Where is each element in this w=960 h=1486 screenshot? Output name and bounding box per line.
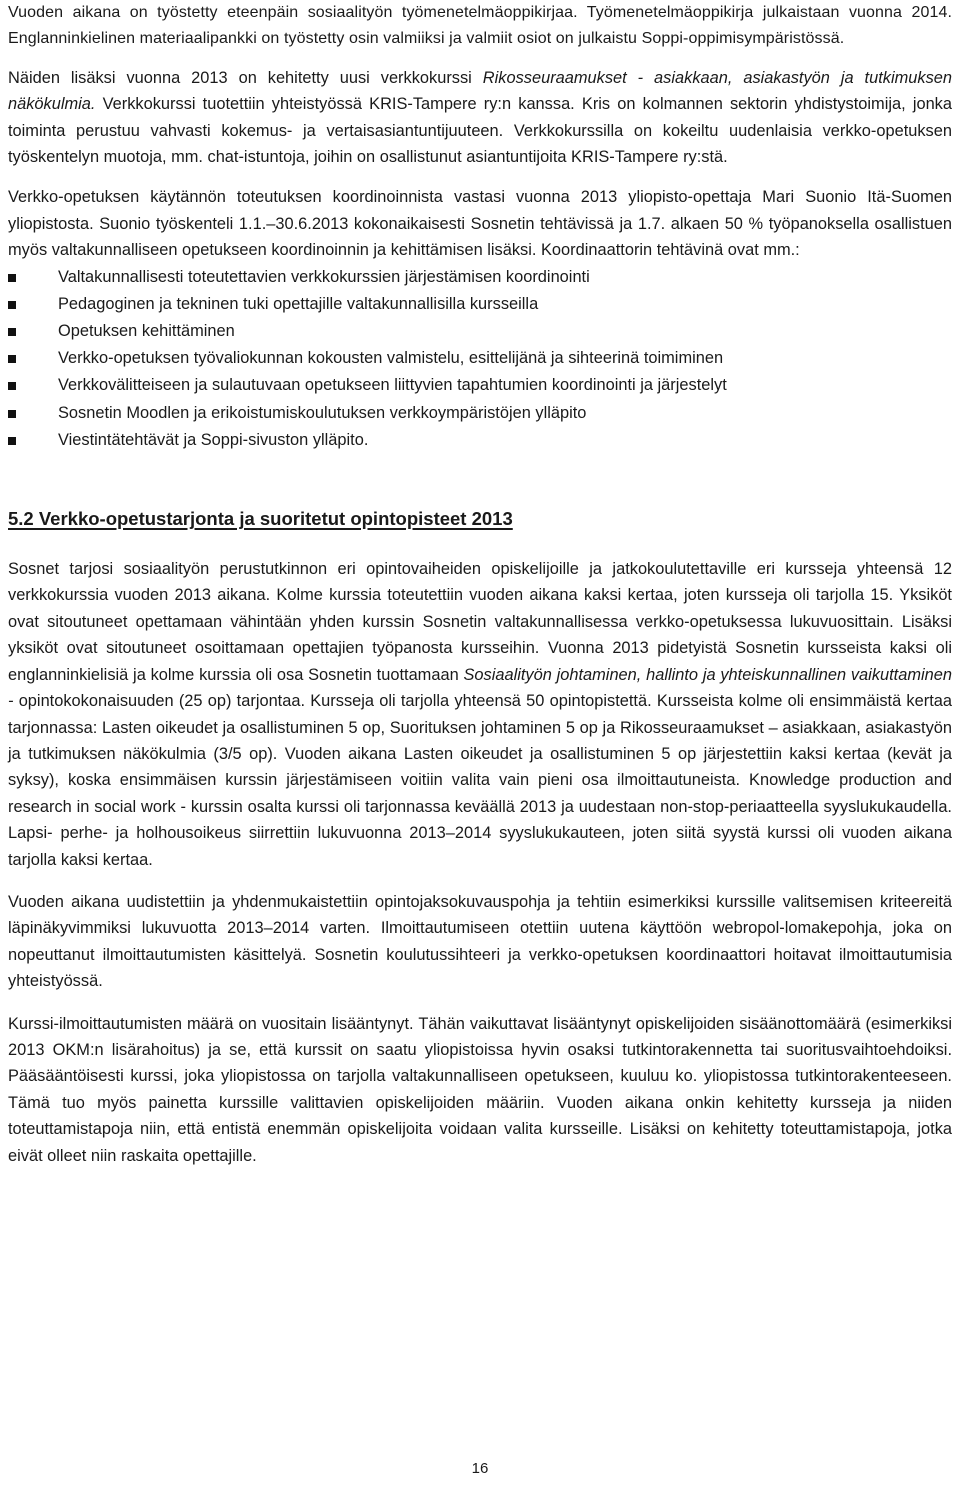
paragraph-text-segment: opintokokonaisuuden (25 op) tarjontaa. Kursseja oli tarjolla yhteensä 50 opintopistettä. Kursseista kolme oli ensimmäistä kertaa tarjonnassa: Lasten oikeudet ja osallistuminen 5 op, Suorituksen johtaminen 5 op ja Rikosseuraamukset – asiakkaan, asiakastyön ja tutkimuksen näkökulmia (3/5 op). Vuoden aikana Lasten oikeudet ja osallistuminen 5 op järjestettiin kaksi kertaa (kevät ja syksy), koska ensimmäisen kurssin järjestämiseen voitiin valita vain pieni osa ilmoittautuneista. Knowledge production and research in social work - kurssin osalta kurssi oli tarjonnassa keväällä 2013 ja uudestaan non-stop-periaatteella syyslukukaudella. Lapsi- perhe- ja holhousoikeus siirrettiin lukuvuonna 2013–2014 syyslukukauteen, joten siitä syystä kurssi oli vuoden aikana tarjolla kaksi kertaa. [8,692,952,869]
list-item [8,345,952,372]
section-heading: 5.2 Verkko-opetustarjonta ja suoritetut opintopisteet 2013 [8,508,513,530]
list-item-text: Pedagoginen ja tekninen tuki opettajille valtakunnallisilla kursseilla [58,294,539,313]
page-number: 16 [471,1460,489,1477]
list-item [8,264,952,291]
paragraph-text-segment: Verkkokurssi tuotettiin yhteistyössä KRIS-Tampere ry:n kanssa. Kris on kolmannen sektorin yhdistystoimija, jonka toiminta perustuu vahvasti kokemus- ja vertaisasiantuntijuuteen. Verkkokurssilla on kokeiltu uudenlaisia verkko-opetuksen työskentelyn muotoja, mm. chat-istuntoja, joihin on osallistunut asiantuntijoita KRIS-Tampere ry:stä. [8,95,952,167]
list-item-text: Sosnetin Moodlen ja erikoistumiskoulutuksen verkkoympäristöjen ylläpito [58,403,587,422]
paragraph-text-segment: Näiden lisäksi vuonna 2013 on kehitetty uusi verkkokurssi [8,68,483,87]
paragraph-text-segment: Sosnet tarjosi sosiaalityön perustutkinnon eri opintovaiheiden opiskelijoille ja jatkokoulutettaville eri kursseja yhteensä 12 verkkokurssia vuoden 2013 aikana. Kolme kurssia toteutettiin vuoden aikana kaksi kertaa, joten kursseja oli tarjolla 15. Yksiköt ovat sitoutuneet opettamaan vähintään yhden kurssin Sosnetin valtakunnallisessa verkko-opetuksessa lukuvuosittain. Lisäksi yksiköt ovat sitoutuneet osoittamaan opettajien työpanosta kursseihin. Vuonna 2013 pidetyistä Sosnetin kursseista kaksi oli englanninkielisiä ja kolme kurssia oli osa Sosnetin tuottamaan [8,560,952,684]
paragraph-course-description-template: Vuoden aikana uudistettiin ja yhdenmukaistettiin opintojaksokuvauspohja ja tehtiin esimerkiksi kurssille valitsemisen kriteereitä läpinäkyvimmiksi lukuvuotta 2013–2014 varten. Ilmoittautumiseen otettiin uutena käyttöön webropol-lomakepohja, joka on nopeuttanut ilmoittautumisten käsittelyä. Sosnetin koulutussihteeri ja verkko-opetuksen koordinaattori hoitavat ilmoittautumisia yhteistyössä. [8,892,952,991]
intro-paragraph-block [8,0,952,53]
paragraph-enrollment-growth: Kurssi-ilmoittautumisten määrä on vuositain lisääntynyt. Tähän vaikuttavat lisääntynyt opiskelijoiden sisäänottomäärä (esimerkiksi 2013 OKM:n lisärahoitus) ja se, että kurssit on saatu yliopistoissa hyvin osaksi tutkintorakennetta tai suoritusvaihtoehdoiksi. Pääsääntöisesti kurssi, joka yliopistossa on tarjolla valtakunnalliseen opetukseen, kuuluu ko. yliopistossa tutkintorakenteeseen. Tämä tuo myös painetta kurssille valittavien opiskelijoiden määriin. Vuoden aikana onkin kehitetty kursseja ja niiden toteuttamistapoja niin, että entistä enemmän opiskelijoita voidaan valita kursseille. Lisäksi on kehitetty toteuttamistapoja, jotka eivät olleet niin raskaita opettajille. [8,1014,952,1165]
list-item [8,372,952,399]
list-item-text: Viestintätehtävät ja Soppi-sivuston ylläpito. [58,430,369,449]
square-bullet-icon [8,355,16,363]
course-title-italic: Rikosseuraamukset - asiakkaan, asiakastyön ja tutkimuksen näkökulmia. [8,68,953,114]
list-item [8,291,952,318]
list-item [8,400,952,427]
study-module-title-italic: Sosiaalityön johtaminen, hallinto ja yhteiskunnallinen vaikuttaminen - [8,665,952,711]
square-bullet-icon [8,274,16,282]
list-item-text: Valtakunnallisesti toteutettavien verkkokurssien järjestämisen koordinointi [58,267,590,286]
list-item-text: Verkkovälitteiseen ja sulautuvaan opetukseen liittyvien tapahtumien koordinointi ja järjestelyt [58,376,727,395]
square-bullet-icon [8,328,16,336]
list-item [8,427,952,454]
coordinator-tasks-list [8,264,952,454]
document-page [8,0,952,1169]
square-bullet-icon [8,437,16,445]
square-bullet-icon [8,410,16,418]
paragraph-textbook-progress: Vuoden aikana on työstetty eteenpäin sosiaalityön työmenetelmäoppikirjaa. Työmenetelmäoppikirja julkaistaan vuonna 2014. Englanninkielinen materiaalipankki on työstetty osin valmiiksi ja valmiit osiot on julkaistu Soppi-oppimisympäristössä. [8,4,952,48]
paragraph-coordination: Verkko-opetuksen käytännön toteutuksen koordinoinnista vastasi vuonna 2013 yliopisto-opettaja Mari Suonio Itä-Suomen yliopistosta. Suonio työskenteli 1.1.–30.6.2013 kokonaikaisesti Sosnetin tehtävissä ja 1.7. alkaen 50 % työpanoksella osallistuen myös valtakunnalliseen opetukseen koordinoinnin ja kehittämisen lisäksi. Koordinaattorin tehtävinä ovat mm.: [8,188,952,260]
square-bullet-icon [8,382,16,390]
list-item [8,318,952,345]
paragraph-new-online-course [8,65,952,171]
list-item-text: Opetuksen kehittäminen [58,322,235,341]
paragraph-course-offering [8,556,952,873]
list-item-text: Verkko-opetuksen työvaliokunnan kokousten valmistelu, esittelijänä ja sihteerinä toimiminen [58,349,724,368]
square-bullet-icon [8,301,16,309]
